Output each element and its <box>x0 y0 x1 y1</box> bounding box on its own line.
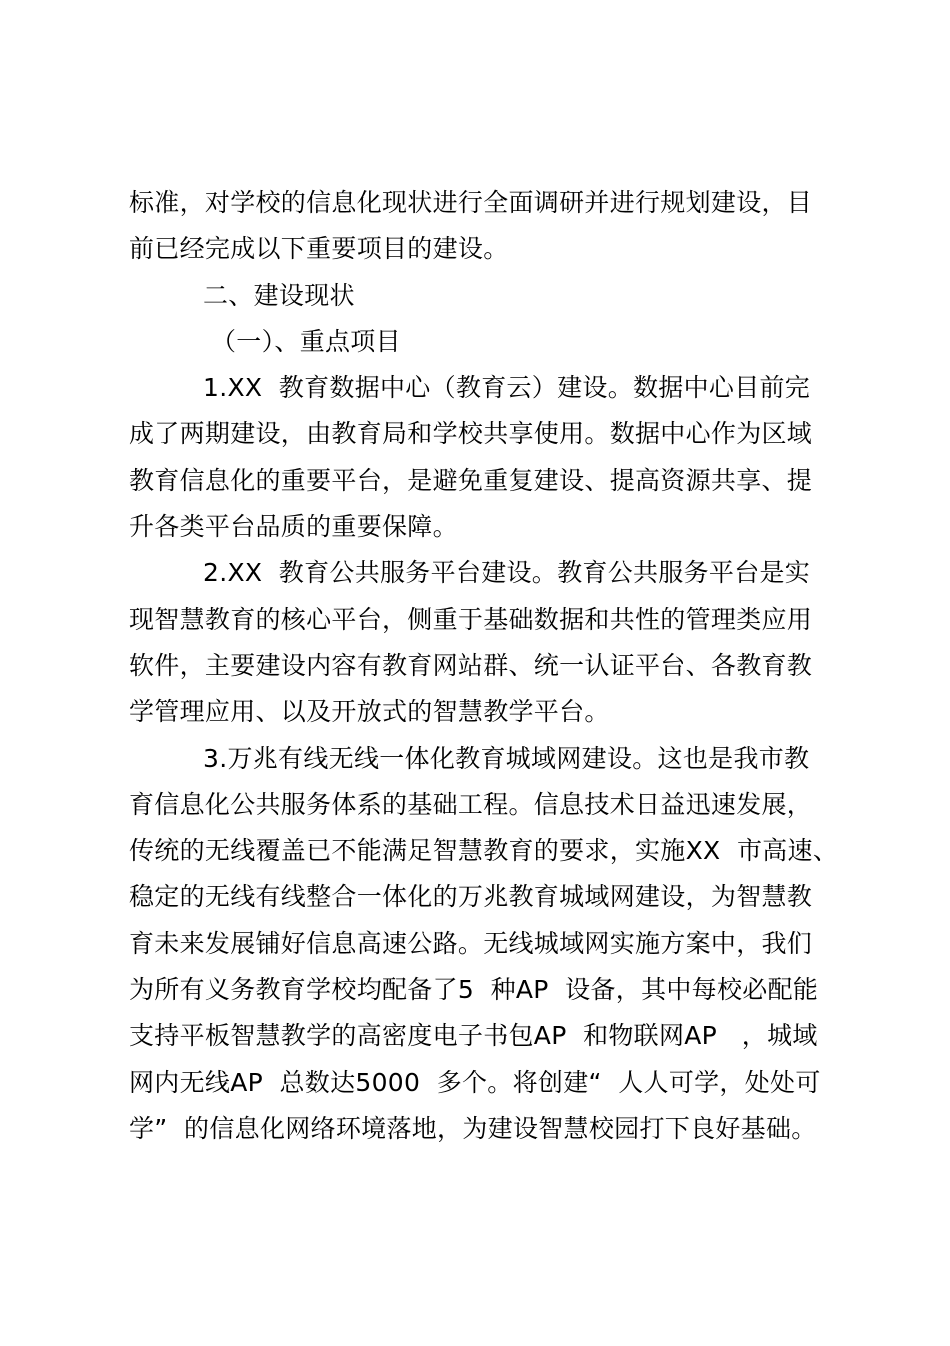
text-line: 支持平板智慧教学的高密度电子书包AP 和物联网AP ，城域 <box>129 1021 818 1051</box>
text-line: 网内无线AP 总数达5000 多个。将创建“ 人人可学，处处可 <box>129 1067 821 1097</box>
text-line: 育信息化公共服务体系的基础工程。信息技术日益迅速发展， <box>129 789 813 819</box>
text-line: 学管理应用、以及开放式的智慧教学平台。 <box>129 697 610 727</box>
text-line: 为所有义务教育学校均配备了5 种AP 设备，其中每校必配能 <box>129 975 819 1005</box>
text-line: 教育信息化的重要平台，是避免重复建设、提高资源共享、提 <box>129 465 813 495</box>
section-heading: 二、建设现状 <box>203 280 355 310</box>
document-body <box>129 180 839 1152</box>
text-line: 1.XX 教育数据中心（教育云）建设。数据中心目前完 <box>203 373 811 403</box>
text-line: 前已经完成以下重要项目的建设。 <box>129 234 509 264</box>
subsection-heading: （一）、重点项目 <box>211 326 401 356</box>
text-line: 3.万兆有线无线一体化教育城域网建设。这也是我市教 <box>203 743 810 773</box>
text-line: 成了两期建设，由教育局和学校共享使用。数据中心作为区域 <box>129 419 813 449</box>
text-line: 学” 的信息化网络环境落地，为建设智慧校园打下良好基础。 <box>129 1113 817 1143</box>
text-line: 传统的无线覆盖已不能满足智慧教育的要求，实施XX 市高速、 <box>129 836 839 866</box>
text-line: 现智慧教育的核心平台，侧重于基础数据和共性的管理类应用 <box>129 604 813 634</box>
text-line: 稳定的无线有线整合一体化的万兆教育城域网建设，为智慧教 <box>129 882 813 912</box>
text-line: 2.XX 教育公共服务平台建设。教育公共服务平台是实 <box>203 558 811 588</box>
text-line: 升各类平台品质的重要保障。 <box>129 512 458 542</box>
text-line: 育未来发展铺好信息高速公路。无线城域网实施方案中，我们 <box>129 928 813 958</box>
text-line: 软件，主要建设内容有教育网站群、统一认证平台、各教育教 <box>129 650 813 680</box>
text-line: 标准，对学校的信息化现状进行全面调研并进行规划建设，目 <box>129 188 813 217</box>
